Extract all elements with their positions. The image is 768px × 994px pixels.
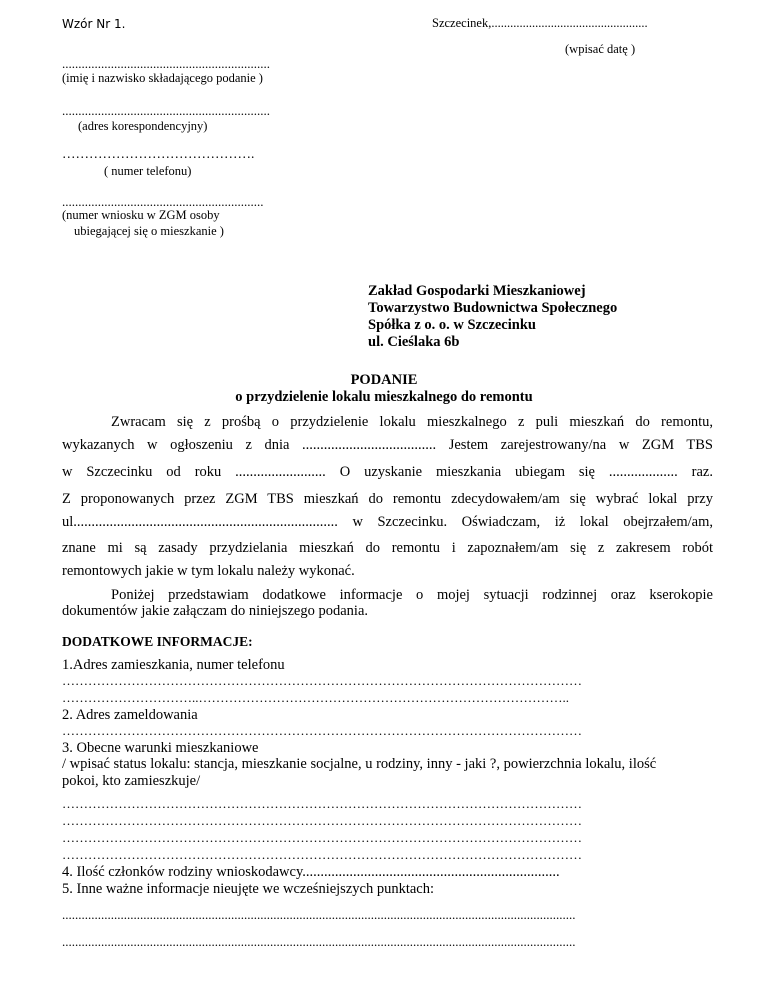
place-date-field[interactable]: Szczecinek,.................................................. xyxy=(432,16,648,30)
form-number: Wzór Nr 1. xyxy=(62,17,126,31)
recipient-line-4: ul. Cieślaka 6b xyxy=(368,334,460,350)
recipient-line-2: Towarzystwo Budownictwa Społecznego xyxy=(368,300,618,316)
item-3-field-3[interactable]: ………………………………………………………………………………………………………… xyxy=(62,830,582,845)
document-subtitle: o przydzielenie lokalu mieszkalnego do remontu xyxy=(235,389,533,405)
body-line-7: remontowych jakie w tym lokalu należy wykonać. xyxy=(62,563,355,579)
item-3-field-1[interactable]: ………………………………………………………………………………………………………… xyxy=(62,796,582,811)
item-1-field-2[interactable]: …………………………..………………………………………………………………………….. xyxy=(62,690,569,705)
item-2-field-1[interactable]: ………………………………………………………………………………………………………… xyxy=(62,723,582,738)
item-2-label: 2. Adres zameldowania xyxy=(62,707,198,723)
item-1-field-1[interactable]: ………………………………………………………………………………………………………… xyxy=(62,673,582,688)
item-3-hint-1: / wpisać status lokalu: stancja, mieszkanie socjalne, u rodziny, inny - jaki ?, powierzchnia lokalu, ilość xyxy=(62,756,657,772)
date-hint: (wpisać datę ) xyxy=(565,42,636,56)
body-line-3: w Szczecinku od roku ......................... O uzyskanie mieszkania ubiegam się ................... raz. xyxy=(62,464,713,480)
body-line-6: znane mi są zasady przydzielania mieszkań do remontu i zapoznałem/am się z zakresem robót xyxy=(62,540,713,556)
applicant-name-field[interactable]: ................................................................ xyxy=(62,56,270,71)
item-3-hint-2: pokoi, kto zamieszkuje/ xyxy=(62,773,201,789)
applicant-phone-label: ( numer telefonu) xyxy=(104,164,192,178)
body-line-2: wykazanych w ogłoszeniu z dnia ..................................... Jestem zarejestrowany/na w ZGM TBS xyxy=(62,437,713,453)
document-title: PODANIE xyxy=(350,372,418,388)
item-5-field-1[interactable]: .............................................................................................................................................................. xyxy=(62,907,576,922)
applicant-name-label: (imię i nazwisko składającego podanie ) xyxy=(62,71,263,85)
body-p2-line-1: Poniżej przedstawiam dodatkowe informacje o mojej sytuacji rodzinnej oraz kserokopie xyxy=(111,587,713,603)
additional-heading: DODATKOWE INFORMACJE: xyxy=(62,634,253,649)
body-line-1: Zwracam się z prośbą o przydzielenie lokalu mieszkalnego z puli mieszkań do remontu, xyxy=(111,414,713,430)
applicant-phone-field[interactable]: ……………………………………. xyxy=(62,146,255,161)
request-number-label-1: (numer wniosku w ZGM osoby xyxy=(62,208,220,222)
item-4-field[interactable]: 4. Ilość członków rodziny wnioskodawcy....................................................................... xyxy=(62,864,560,880)
item-5-field-2[interactable]: .............................................................................................................................................................. xyxy=(62,934,576,949)
request-number-label-2: ubiegającej się o mieszkanie ) xyxy=(74,224,224,238)
recipient-line-1: Zakład Gospodarki Mieszkaniowej xyxy=(368,283,586,299)
request-number-field[interactable]: .............................................................. xyxy=(62,194,264,209)
applicant-address-field[interactable]: ................................................................ xyxy=(62,103,270,118)
body-line-4: Z proponowanych przez ZGM TBS mieszkań do remontu zdecydowałem/am się wybrać lokal przy xyxy=(62,491,713,507)
item-3-field-4[interactable]: ………………………………………………………………………………………………………… xyxy=(62,847,582,862)
item-5-label: 5. Inne ważne informacje nieujęte we wcześniejszych punktach: xyxy=(62,881,435,897)
body-line-5: ul......................................................................... w Szczecinku. Oświadczam, iż lokal obejrzałem/am, xyxy=(62,514,713,530)
item-1-label: 1.Adres zamieszkania, numer telefonu xyxy=(62,657,285,673)
recipient-line-3: Spółka z o. o. w Szczecinku xyxy=(368,317,536,333)
item-3-label: 3. Obecne warunki mieszkaniowe xyxy=(62,740,259,756)
item-3-field-2[interactable]: ………………………………………………………………………………………………………… xyxy=(62,813,582,828)
applicant-address-label: (adres korespondencyjny) xyxy=(78,119,208,133)
body-p2-line-2: dokumentów jakie załączam do niniejszego podania. xyxy=(62,603,369,619)
